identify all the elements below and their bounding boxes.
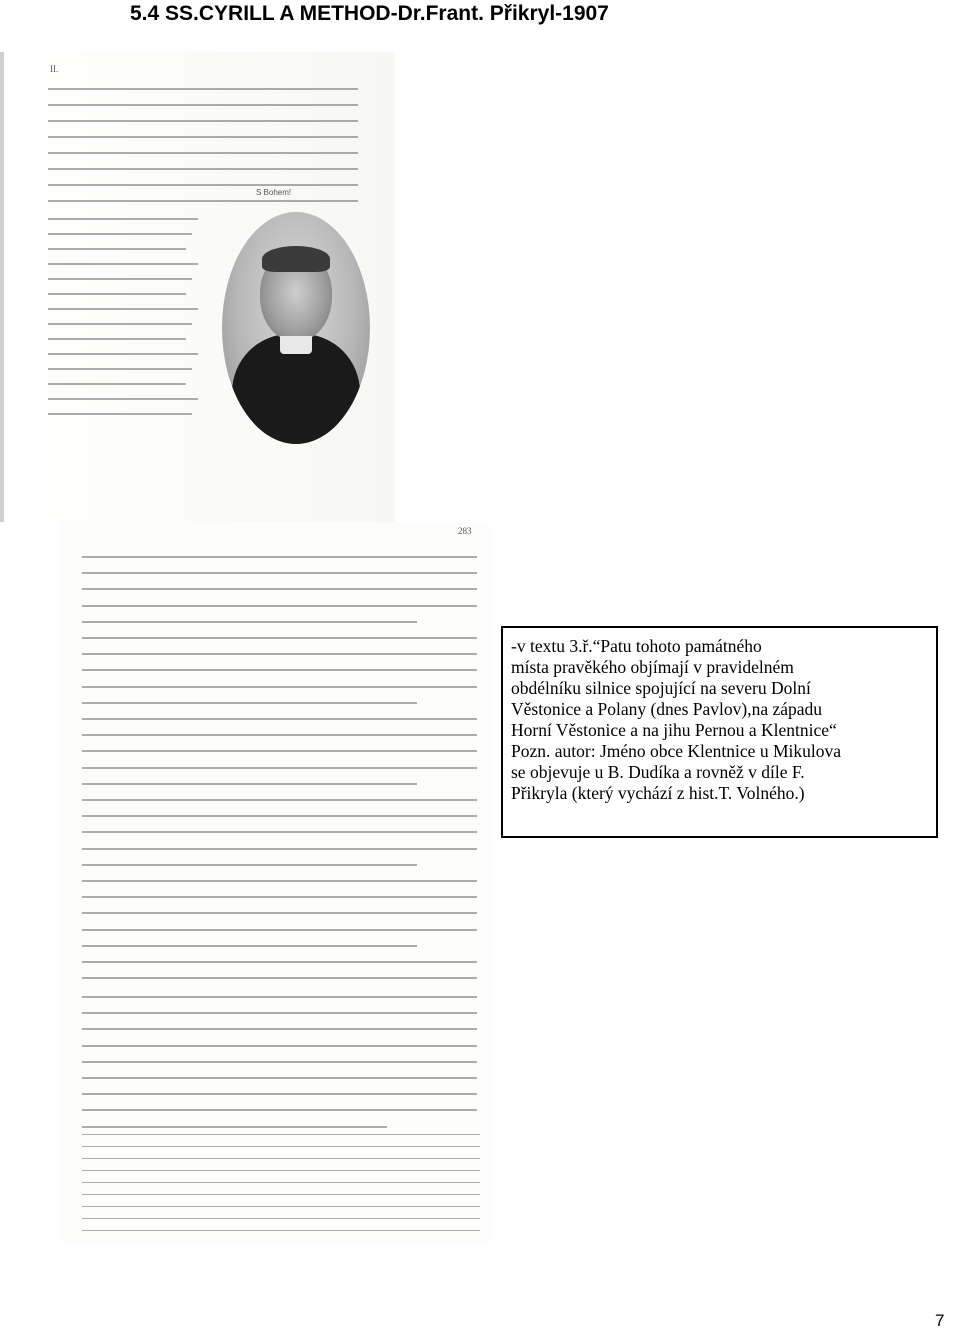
scan-text-line	[82, 961, 477, 963]
scan-text-line	[82, 912, 477, 914]
scan-text-line	[82, 572, 477, 574]
scan-text-line	[82, 588, 477, 590]
scan-text-line	[48, 398, 198, 400]
scan-text-line	[82, 783, 417, 785]
scan-text-line	[82, 1206, 480, 1207]
scan-text-line	[82, 1158, 480, 1159]
annotation-line: se objevuje u B. Dudíka a rovněž v díle F.	[511, 762, 805, 782]
scan-text-line	[48, 104, 358, 106]
scan-text-line	[82, 977, 477, 979]
scan-page-label: II.	[50, 64, 59, 74]
scan-text-line	[82, 831, 477, 833]
scan-text-line	[82, 1218, 480, 1219]
scan-text-line	[82, 1182, 480, 1183]
scan-text-line	[82, 1077, 477, 1079]
scan-edge	[0, 52, 4, 522]
annotation-line: Přikryla (který vychází z hist.T. Volného.)	[511, 783, 805, 803]
scan-text-line	[82, 605, 477, 607]
page-title: 5.4 SS.CYRILL A METHOD-Dr.Frant. Přikryl-1907	[130, 2, 609, 25]
scan-text-line	[48, 120, 358, 122]
page-number: 7	[935, 1311, 945, 1330]
scan-text-line	[48, 184, 358, 186]
scan-text-line	[82, 1146, 480, 1147]
scan-text-line	[82, 1194, 480, 1195]
scan-text-line	[48, 233, 192, 235]
annotation-line: místa pravěkého objímají v pravidelném	[511, 657, 794, 677]
scan-text-line	[82, 1134, 480, 1135]
scan-text-line	[48, 278, 192, 280]
scan-text-line	[82, 929, 477, 931]
annotation-line: Věstonice a Polany (dnes Pavlov),na západu	[511, 699, 823, 719]
annotation-line: -v textu 3.ř.“Patu tohoto památného	[511, 636, 762, 656]
scan-text-line	[82, 637, 477, 639]
scan-text-line	[48, 88, 358, 90]
annotation-line: Horní Věstonice a na jihu Pernou a Klentnice“	[511, 720, 837, 740]
scan-text-line	[82, 1045, 477, 1047]
scan-text-line	[82, 1012, 477, 1014]
scan-text-line	[82, 1061, 477, 1063]
scan-text-line	[48, 248, 186, 250]
annotation-line: Pozn. autor: Jméno obce Klentnice u Mikulova	[511, 741, 841, 761]
scan-text-line	[48, 338, 186, 340]
portrait-photo	[222, 212, 370, 444]
scan-text-line	[82, 1126, 387, 1128]
scan-text-line	[82, 1093, 477, 1095]
scan-text-line	[82, 864, 417, 866]
scan-text-line	[48, 323, 192, 325]
portrait-hair	[262, 246, 330, 272]
scanned-page-bottom	[60, 522, 490, 1242]
scan-caption: S Bohem!	[256, 188, 292, 197]
scan-text-line	[82, 848, 477, 850]
scan-text-line	[48, 383, 186, 385]
scan-text-line	[82, 621, 417, 623]
scan-text-line	[82, 1109, 477, 1111]
scan-text-line	[82, 896, 477, 898]
scan-text-line	[82, 750, 477, 752]
annotation-line: obdélníku silnice spojující na severu Dolní	[511, 678, 811, 698]
scan-text-line	[48, 136, 358, 138]
scan-text-line	[82, 556, 477, 558]
scan-text-line	[48, 168, 358, 170]
scan-text-line	[82, 718, 477, 720]
scan-text-line	[82, 1230, 480, 1231]
scan-text-line	[48, 413, 192, 415]
scan-text-line	[48, 368, 192, 370]
scan-text-line	[48, 293, 186, 295]
scan-text-line	[82, 815, 477, 817]
scan-text-line	[48, 152, 358, 154]
annotation-box	[501, 626, 938, 838]
scan-text-line	[82, 686, 477, 688]
scan-text-line	[82, 799, 477, 801]
scan-text-line	[82, 702, 417, 704]
scan-text-line	[82, 996, 477, 998]
scan-text-line	[82, 734, 477, 736]
scan-text-line	[82, 669, 477, 671]
scan-text-line	[82, 767, 477, 769]
scan-text-line	[48, 263, 198, 265]
portrait-collar	[280, 336, 312, 354]
scan-text-line	[82, 1170, 480, 1171]
scan-page-label: 283	[458, 526, 472, 536]
scan-text-line	[48, 218, 198, 220]
scan-text-line	[48, 308, 198, 310]
scan-text-line	[82, 1028, 477, 1030]
scan-text-line	[48, 200, 358, 202]
scan-text-line	[82, 880, 477, 882]
scan-text-line	[82, 653, 477, 655]
scan-text-line	[82, 945, 417, 947]
scan-text-line	[48, 353, 198, 355]
